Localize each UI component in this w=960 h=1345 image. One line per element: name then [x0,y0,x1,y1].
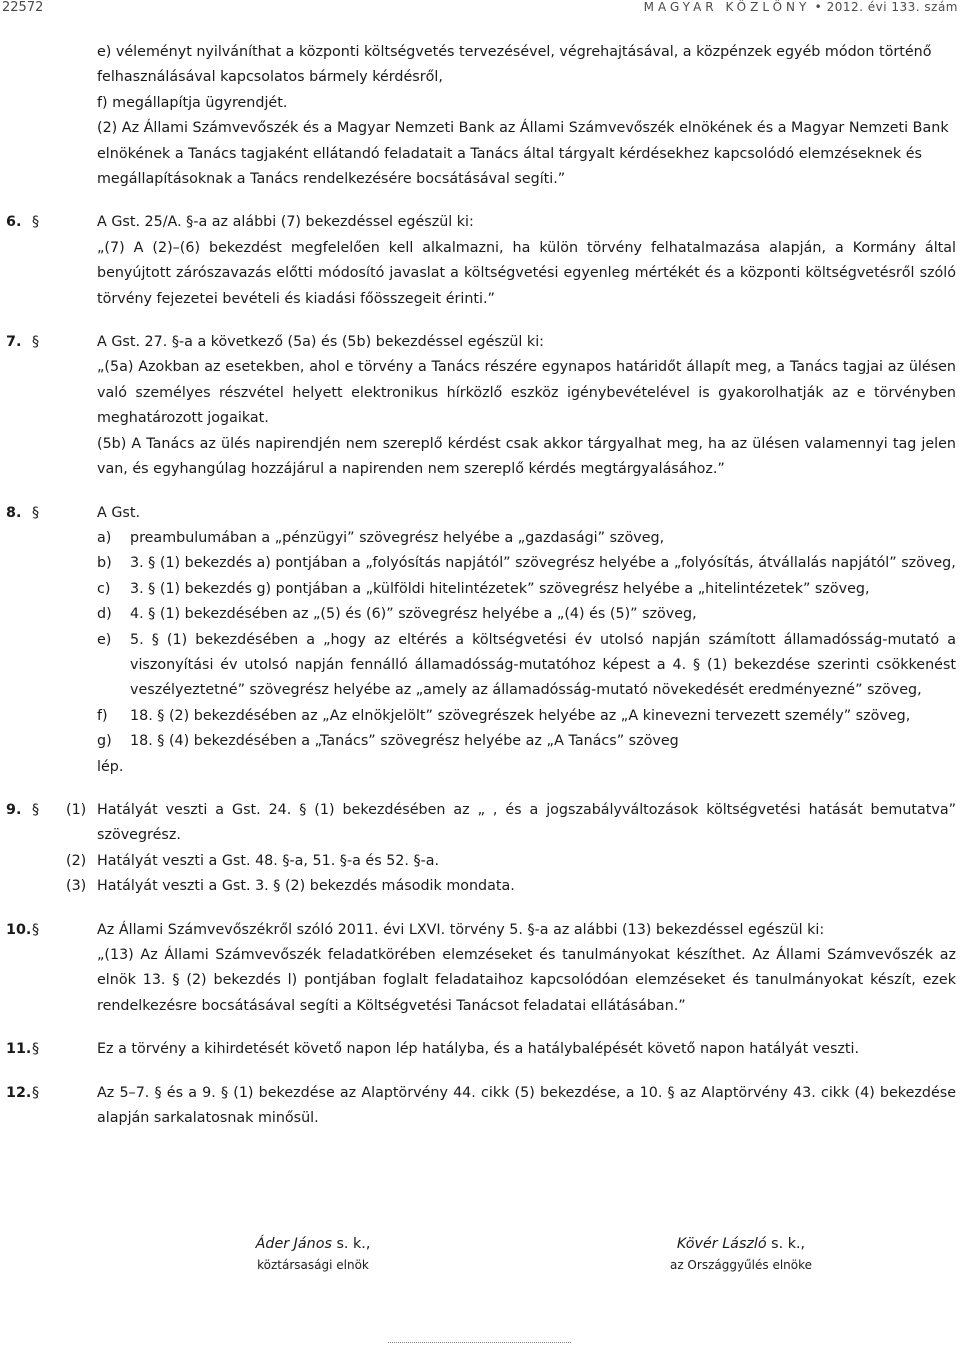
section-number: 11. [6,1041,32,1058]
list-item [0,704,960,729]
paragraph-sign: § [32,1041,40,1058]
signatory-suffix: s. k., [766,1236,806,1252]
paragraph-sign: § [32,921,40,938]
signature-president [213,1233,413,1275]
subsection [0,874,960,899]
signatory-name: Kövér László [676,1236,767,1252]
subsection [0,798,960,849]
item-label: c) [97,580,111,597]
section-number: 9. [6,801,22,818]
section-text: „(7) A (2)–(6) bekezdést megfelelően kell alkalmazni, ha külön törvény felhatalmazása alapján, a Kormány által benyújtott zárószavazás előtti módosító javaslat a költségvetési egyenleg mértékét és a központi költségvetésről szóló törvény fejezetei bevételi és kiadási főösszegeit érinti.” [97,239,956,307]
signatory-suffix: s. k., [331,1236,371,1252]
document-body [0,40,960,1131]
item-text: 18. § (4) bekezdésében a „Tanács” szövegrész helyébe az „A Tanács” szöveg [130,733,679,750]
subsection [0,849,960,874]
section-text: Az 5–7. § és a 9. § (1) bekezdése az Alaptörvény 44. cikk (5) bekezdése, a 10. § az Alaptörvény 43. cikk (4) bekezdése alapján sarkalatosnak minősül. [97,1084,956,1127]
subsection-label: (2) [66,852,87,869]
item-label: f) [97,707,108,724]
signatory-title: az Országgyűlés elnöke [669,1258,813,1272]
paragraph-sign: § [32,214,40,231]
section-lead: A Gst. [97,504,141,521]
intro-line-f: f) megállapítja ügyrendjét. [97,94,288,111]
section-11 [0,1037,960,1062]
list-item [0,551,960,576]
subsection-text: Hatályát veszti a Gst. 3. § (2) bekezdés második mondata. [97,878,515,895]
journal-name: MAGYAR KÖZLÖNY [643,0,811,14]
list-item [0,628,960,704]
subsection-text: Hatályát veszti a Gst. 24. § (1) bekezdésében az „ , és a jogszabályváltozások költségvetési hatását bemutatva” szövegrész. [97,801,956,844]
footer-divider [388,1342,571,1343]
section-number: 6. [6,214,22,231]
separator: • [814,0,827,14]
item-label: g) [97,733,112,750]
page-number: 22572 [2,0,44,15]
item-label: e) [97,631,112,648]
signature-block [0,1233,960,1283]
item-text: 5. § (1) bekezdésében a „hogy az eltérés a költségvetési év utolsó napján számított államadósság-mutató a viszonyítási év utolsó napján fennálló államadósság-mutatóhoz képest a 4. § (1) bekezdése szerinti csökkenést veszélyeztetné” szövegrész helyébe az „amely az államadósság-mutató növekedését eredményezné” szöveg, [130,631,956,699]
subsection-label: (3) [66,878,87,895]
page-header [0,0,960,22]
paragraph-sign: § [32,334,40,351]
section-9 [0,798,960,900]
signatory-name: Áder János [255,1236,332,1252]
subsection-label: (1) [66,801,87,818]
section-10 [0,918,960,1020]
journal-title [644,0,958,14]
section-number: 7. [6,334,22,351]
section-tail: lép. [97,758,124,775]
list-item [0,602,960,627]
intro-line-e: e) véleményt nyilváníthat a központi költségvetés tervezésével, végrehajtásával, a közpénzek egyéb módon történő felhasználásával kapcsolatos bármely kérdésről, [97,44,932,86]
section-text-5b: (5b) A Tanács az ülés napirendjén nem szereplő kérdést csak akkor tárgyalhat meg, ha az ülésen valamennyi tag jelen van, és egyhangúlag hozzájárul a napirenden nem szereplő kérdés megtárgyalásához.” [97,435,956,478]
section-6 [0,210,960,312]
list-item [0,526,960,551]
section-8 [0,501,960,780]
section-lead: Az Állami Számvevőszékről szóló 2011. évi LXVI. törvény 5. §-a az alábbi (13) bekezdéssel egészül ki: [97,921,825,938]
item-label: b) [97,555,112,572]
section-lead: A Gst. 27. §-a a következő (5a) és (5b) bekezdéssel egészül ki: [97,334,544,351]
section-12 [0,1081,960,1132]
section-text: Ez a törvény a kihirdetését követő napon lép hatályba, és a hatálybalépését követő napon hatályát veszti. [97,1041,860,1058]
item-label: d) [97,606,112,623]
section-number: 8. [6,504,22,521]
paragraph-sign: § [32,504,40,521]
issue-number: 2012. évi 133. szám [826,0,958,14]
section-number: 10. [6,921,32,938]
section-text-5a: „(5a) Azokban az esetekben, ahol e törvény a Tanács részére egynapos határidőt állapít meg, a Tanács tagjai az ülésen való személyes részvétel helyett elektronikus hírközlő eszköz igénybevételével is gyakorolhatják az e törvényben meghatározott jogaikat. [97,359,956,427]
signature-speaker [641,1233,841,1275]
section-text: „(13) Az Állami Számvevőszék feladatkörében elemzéseket és tanulmányokat készíthet. Az Állami Számvevőszék az elnök 13. § (2) bekezdés l) pontjában foglalt feladataihoz kapcsolódóan elemzéseket és tanulmányokat készít, ezek rendelkezésre bocsátásával segíti a Költségvetési Tanácsot feladatai ellátásában.” [97,947,956,1014]
list-item [0,577,960,602]
signatory-title: köztársasági elnök [257,1258,369,1272]
intro-para-2: (2) Az Állami Számvevőszék és a Magyar Nemzeti Bank az Állami Számvevőszék elnökének és a Magyar Nemzeti Bank elnökének a Tanács tagjaként ellátandó feladatait a Tanács által tárgyalt kérdésekhez kapcsolódó elemzéseknek és megállapításoknak a Tanács rendelkezésére bocsátásával segíti.” [97,120,949,188]
item-text: preambulumában a „pénzügyi” szövegrész helyébe a „gazdasági” szöveg, [130,529,665,546]
item-label: a) [97,529,112,546]
item-text: 18. § (2) bekezdésében az „Az elnökjelölt” szövegrészek helyébe az „A kinevezni tervezett személy” szöveg, [130,707,911,724]
list-item [0,729,960,754]
item-text: 3. § (1) bekezdés a) pontjában a „folyósítás napjától” szövegrész helyébe a „folyósítás, átvállalás napjától” szöveg, [130,555,956,572]
section-7 [0,330,960,482]
section-lead: A Gst. 25/A. §-a az alábbi (7) bekezdéssel egészül ki: [97,214,474,231]
item-text: 4. § (1) bekezdésében az „(5) és (6)” szövegrész helyébe a „(4) és (5)” szöveg, [130,606,697,623]
item-text: 3. § (1) bekezdés g) pontjában a „külföldi hitelintézetek” szövegrész helyébe a „hitelintézetek” szöveg, [130,580,870,597]
section-number: 12. [6,1084,32,1101]
subsection-text: Hatályát veszti a Gst. 48. §-a, 51. §-a és 52. §-a. [97,852,440,869]
paragraph-sign: § [32,1084,40,1101]
paragraph-sign: § [32,801,40,818]
